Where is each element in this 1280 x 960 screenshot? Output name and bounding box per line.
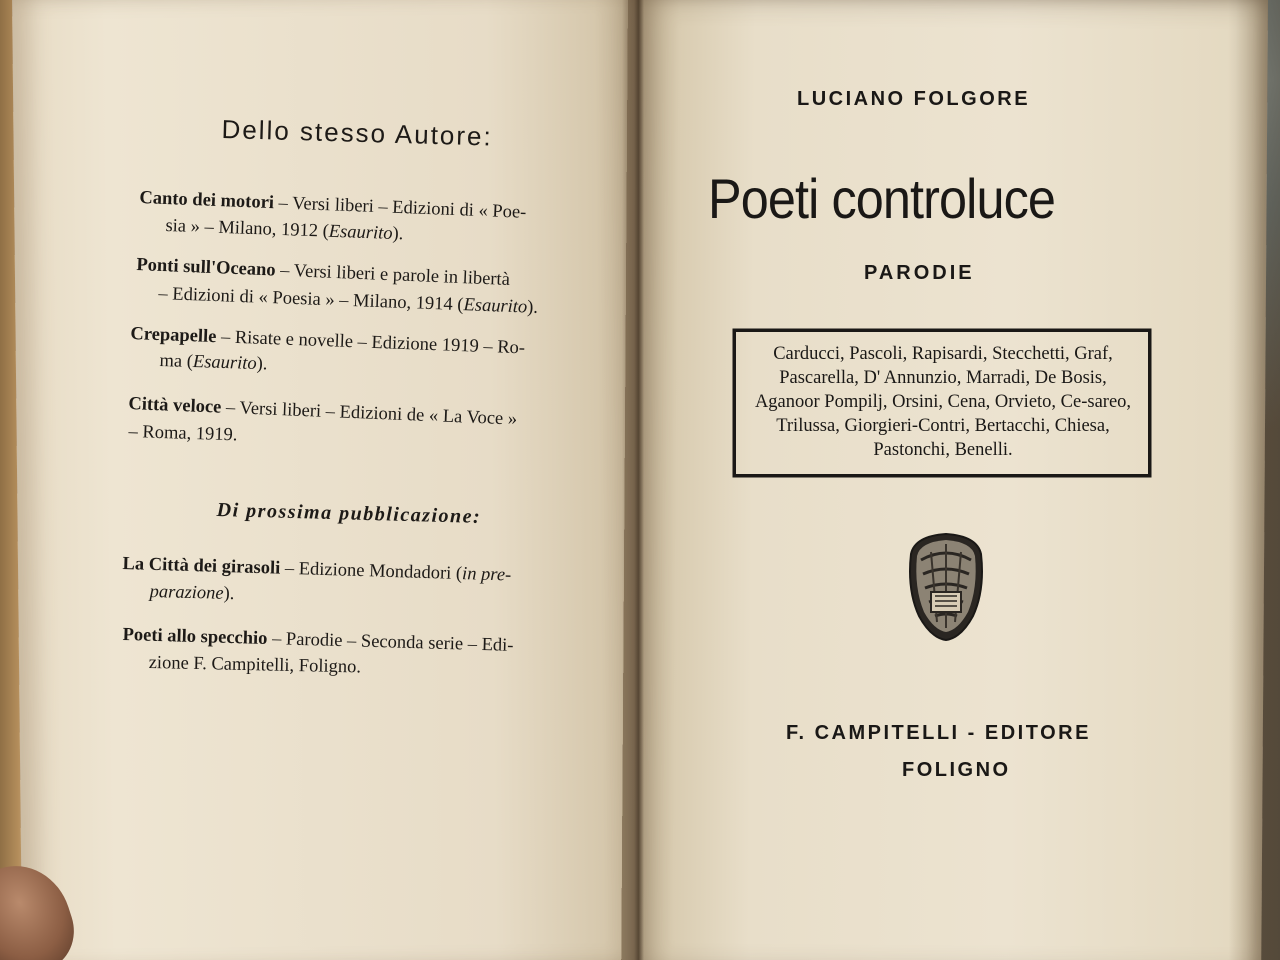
forthcoming-entry-line xyxy=(148,649,361,681)
left-heading: Dello stesso Autore: xyxy=(221,114,494,152)
work-entry-text: – Versi liberi – Edizioni de « La Voce » xyxy=(220,397,518,430)
work-entry-text: ). xyxy=(392,223,404,245)
work-entry-line xyxy=(128,418,238,449)
work-entry-title: Ponti sull'Oceano xyxy=(136,254,277,281)
work-entry-text: ). xyxy=(526,297,539,318)
forthcoming-entry-line xyxy=(149,578,234,608)
parodied-poets-list: Carducci, Pascoli, Rapisardi, Stecchetti, Graf, Pascarella, D' Annunzio, Marradi, De Bosis, Aganoor Pompilj, Orsini, Cena, Orvieto, Ce-sareo, Trilussa, Giorgieri-Contri, Bertacchi, Chiesa, Pastonchi, Benelli. xyxy=(754,344,1132,460)
parodied-poets-box xyxy=(733,329,1151,477)
right-page xyxy=(621,0,1268,960)
publisher-line-2: FOLIGNO xyxy=(902,759,1011,781)
work-entry-title: Città veloce xyxy=(128,393,222,418)
forthcoming-entry-title: Poeti allo specchio xyxy=(122,624,268,650)
publisher-emblem-icon xyxy=(905,530,987,642)
author-name: LUCIANO FOLGORE xyxy=(797,88,1031,110)
work-entry-text: – Risate e novelle – Edizione 1919 – Ro- xyxy=(216,327,526,359)
work-entry-text: ma ( xyxy=(159,350,194,373)
work-entry-title: Canto dei motori xyxy=(139,187,275,214)
book-title: Poeti controluce xyxy=(708,167,1056,230)
work-entry-note: Esaurito xyxy=(463,295,528,318)
book-gutter xyxy=(622,0,644,960)
work-entry-title: Crepapelle xyxy=(130,323,217,348)
work-entry-text: ). xyxy=(256,354,268,375)
publisher-line-1: F. CAMPITELLI - EDITORE xyxy=(786,722,1091,744)
forthcoming-entry-text: zione F. Campitelli, Foligno. xyxy=(148,652,362,678)
work-entry-text: – Edizioni di « Poesia » – Milano, 1914 ( xyxy=(158,283,464,316)
forthcoming-heading: Di prossima pubblicazione: xyxy=(216,499,482,528)
page-edge-shadow xyxy=(1228,0,1280,960)
work-entry-line xyxy=(159,347,268,378)
work-entry-note: Esaurito xyxy=(192,352,257,375)
work-entry-text: – Versi liberi e parole in libertà xyxy=(275,260,511,290)
forthcoming-entry-note: in pre- xyxy=(461,564,512,586)
forthcoming-entry-text: – Parodie – Seconda serie – Edi- xyxy=(267,629,514,656)
forthcoming-entry-title: La Città dei girasoli xyxy=(122,553,281,579)
work-entry-text: – Roma, 1919. xyxy=(128,421,238,446)
work-entry-text: sia » – Milano, 1912 ( xyxy=(165,215,330,242)
forthcoming-entry-note: parazione xyxy=(149,581,224,604)
book-genre: PARODIE xyxy=(864,262,975,284)
forthcoming-entry-text: ). xyxy=(223,583,235,605)
work-entry-note: Esaurito xyxy=(328,221,393,244)
work-entry-text: – Versi liberi – Edizioni di « Poe- xyxy=(273,193,527,223)
forthcoming-entry-text: – Edizione Mondadori ( xyxy=(279,558,463,585)
